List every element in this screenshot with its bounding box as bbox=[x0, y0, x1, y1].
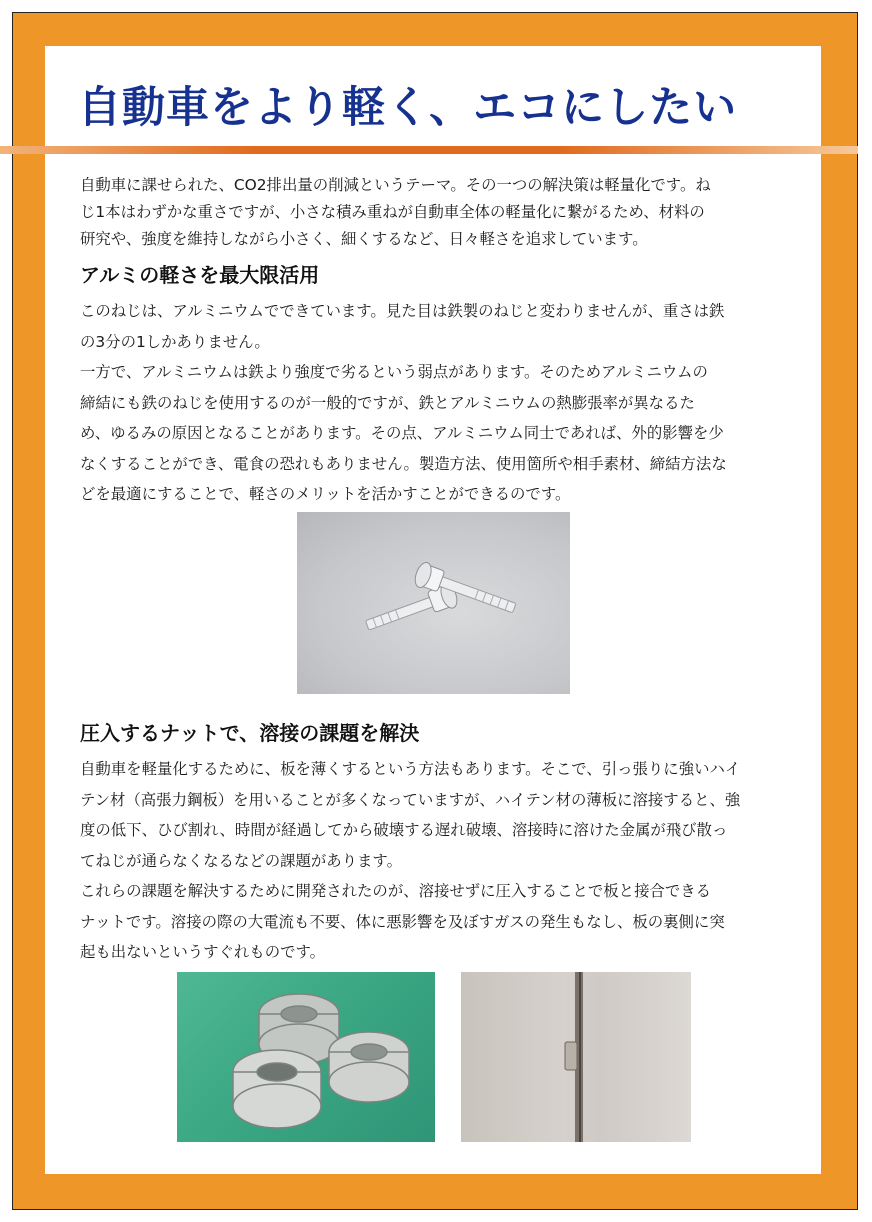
body-line: 締結にも鉄のねじを使用するのが一般的ですが、鉄とアルミニウムの熱膨張率が異なるた bbox=[80, 393, 695, 412]
section-aluminum-body bbox=[80, 296, 806, 510]
body-line: 起も出ないというすぐれものです。 bbox=[80, 943, 326, 961]
body-line: 自動車を軽量化するために、板を薄くするという方法もあります。そこで、引っ張りに強いハイ bbox=[80, 760, 741, 778]
intro-line: じ1本はわずかな重さですが、小さな積み重ねが自動車全体の軽量化に繋がるため、材料の bbox=[80, 203, 705, 221]
press-fit-nuts-photo bbox=[177, 972, 435, 1142]
intro-line: 研究や、強度を維持しながら小さく、細くするなど、日々軽さを追求しています。 bbox=[80, 230, 648, 248]
section-aluminum-heading: アルミの軽さを最大限活用 bbox=[80, 263, 320, 287]
section-press-nut-body bbox=[80, 754, 806, 968]
section-press-nut-heading: 圧入するナットで、溶接の課題を解決 bbox=[80, 721, 420, 745]
body-line: 度の低下、ひび割れ、時間が経過してから破壊する遅れ破壊、溶接時に溶けた金属が飛び散っ bbox=[80, 821, 728, 839]
body-line: これらの課題を解決するために開発されたのが、溶接せずに圧入することで板と接合できる bbox=[80, 882, 712, 900]
body-line: どを最適にすることで、軽さのメリットを活かすことができるのです。 bbox=[80, 485, 571, 503]
body-line: ナットです。溶接の際の大電流も不要、体に悪影響を及ぼすガスの発生もなし、板の裏側に突 bbox=[80, 912, 725, 931]
body-line: てねじが通らなくなるなどの課題があります。 bbox=[80, 851, 402, 870]
title-underline-rule bbox=[0, 146, 858, 154]
aluminum-bolts-photo bbox=[297, 512, 570, 694]
intro-line: 自動車に課せられた、CO2排出量の削減というテーマ。その一つの解決策は軽量化です。ね bbox=[80, 176, 711, 194]
body-line: 一方で、アルミニウムは鉄より強度で劣るという弱点があります。そのためアルミニウムの bbox=[80, 363, 708, 381]
body-line: の3分の1しかありません。 bbox=[80, 332, 270, 351]
welded-plate-photo bbox=[461, 972, 691, 1142]
intro-paragraph bbox=[80, 172, 806, 253]
body-line: め、ゆるみの原因となることがあります。その点、アルミニウム同士であれば、外的影響を少 bbox=[80, 424, 724, 442]
body-line: このねじは、アルミニウムでできています。見た目は鉄製のねじと変わりませんが、重さは鉄 bbox=[80, 302, 725, 320]
body-line: なくすることができ、電食の恐れもありません。製造方法、使用箇所や相手素材、締結方法な bbox=[80, 454, 727, 473]
page-title: 自動車をより軽く、エコにしたい bbox=[78, 83, 738, 133]
body-line: テン材（高張力鋼板）を用いることが多くなっていますが、ハイテン材の薄板に溶接すると、強 bbox=[80, 790, 741, 809]
